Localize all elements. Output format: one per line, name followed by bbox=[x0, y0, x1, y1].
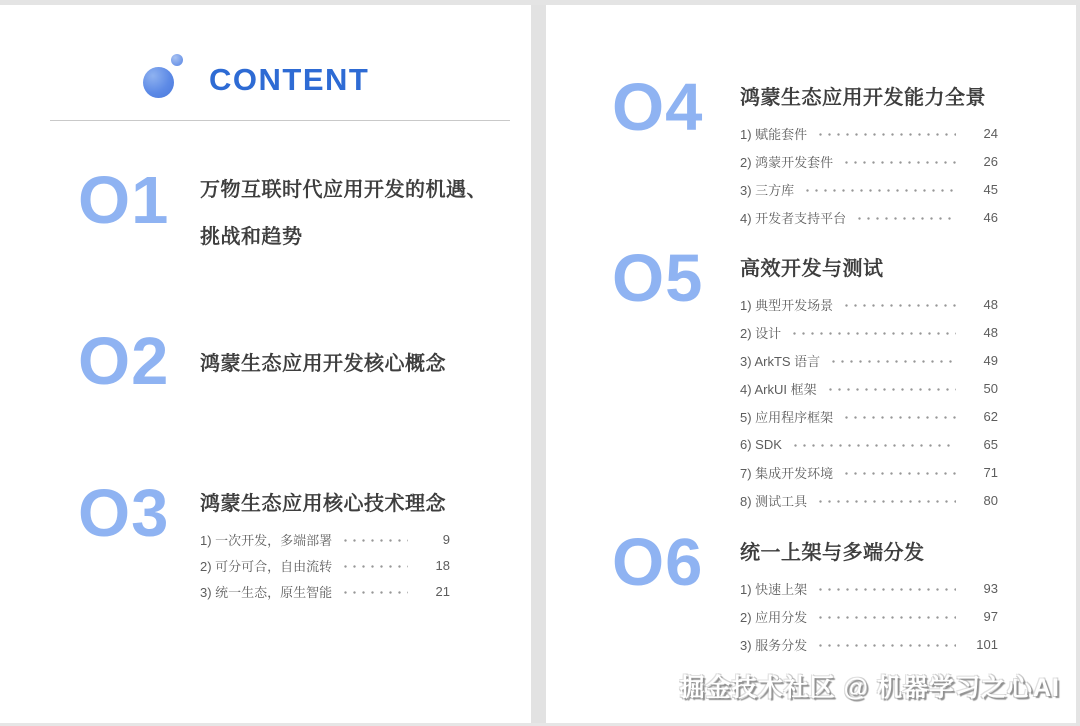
toc-entry-label: 4) 开发者支持平台 bbox=[740, 211, 847, 226]
dot-leader bbox=[816, 644, 956, 647]
dot-leader bbox=[341, 539, 408, 542]
toc-entry bbox=[740, 581, 998, 596]
section-title: 高效开发与测试 bbox=[740, 258, 884, 280]
dot-leader bbox=[855, 217, 956, 220]
toc-entry-label: 7) 集成开发环境 bbox=[740, 466, 834, 481]
toc-entry-page: 18 bbox=[435, 558, 450, 573]
toc-entry-label: 1) 快速上架 bbox=[740, 582, 808, 597]
dot-leader bbox=[816, 588, 956, 591]
section-items bbox=[740, 581, 998, 652]
toc-entry-label: 3) 服务分发 bbox=[740, 638, 808, 653]
section-items bbox=[740, 126, 998, 225]
dot-leader bbox=[842, 472, 956, 475]
toc-entry-label: 3) ArkTS 语言 bbox=[740, 354, 821, 369]
toc-entry-label: 2) 可分可合，自由流转 bbox=[200, 559, 333, 574]
section-number: O2 bbox=[78, 324, 170, 399]
content-header bbox=[0, 50, 531, 125]
toc-entry-page: 97 bbox=[983, 609, 998, 624]
blue-dot-icon bbox=[171, 54, 183, 66]
section-o6 bbox=[612, 527, 998, 665]
dot-leader bbox=[842, 304, 956, 307]
toc-entry bbox=[740, 297, 998, 312]
page-right bbox=[546, 0, 1076, 726]
toc-entry bbox=[740, 210, 998, 225]
toc-entry-label: 3) 三方库 bbox=[740, 183, 795, 198]
toc-entry bbox=[200, 558, 450, 573]
section-number: O4 bbox=[612, 70, 704, 145]
dot-leader bbox=[816, 616, 956, 619]
toc-entry-page: 50 bbox=[983, 381, 998, 396]
section-o2 bbox=[78, 326, 446, 398]
toc-entry-label: 5) 应用程序框架 bbox=[740, 410, 834, 425]
toc-entry-page: 21 bbox=[435, 584, 450, 599]
toc-entry-page: 45 bbox=[983, 182, 998, 197]
toc-entry-label: 2) 鸿蒙开发套件 bbox=[740, 155, 834, 170]
toc-entry-page: 26 bbox=[983, 154, 998, 169]
section-o4 bbox=[612, 72, 998, 238]
right-border bbox=[1076, 0, 1080, 726]
toc-entry-page: 71 bbox=[983, 465, 998, 480]
toc-entry-page: 62 bbox=[983, 409, 998, 424]
toc-entry-label: 3) 统一生态，原生智能 bbox=[200, 585, 333, 600]
toc-entry bbox=[740, 637, 998, 652]
toc-entry-page: 65 bbox=[983, 437, 998, 452]
page-left bbox=[0, 0, 531, 726]
dot-leader bbox=[803, 189, 956, 192]
section-title: 鸿蒙生态应用开发能力全景 bbox=[740, 87, 986, 109]
section-number: O3 bbox=[78, 476, 170, 551]
section-number: O1 bbox=[78, 163, 170, 238]
toc-entry bbox=[740, 126, 998, 141]
toc-entry-page: 80 bbox=[983, 493, 998, 508]
section-o1 bbox=[78, 165, 487, 249]
toc-entry-label: 1) 一次开发，多端部署 bbox=[200, 533, 333, 548]
toc-entry bbox=[740, 381, 998, 396]
toc-entry-page: 46 bbox=[983, 210, 998, 225]
toc-entry bbox=[740, 437, 998, 452]
blue-sphere-logo-icon bbox=[143, 67, 174, 98]
toc-entry-label: 4) ArkUI 框架 bbox=[740, 382, 817, 397]
toc-entry bbox=[740, 493, 998, 508]
section-title-line2: 挑战和趋势 bbox=[200, 226, 303, 248]
page-gutter-divider bbox=[531, 0, 546, 726]
section-items bbox=[200, 532, 450, 599]
dot-leader bbox=[826, 388, 956, 391]
toc-entry bbox=[740, 609, 998, 624]
section-number: O6 bbox=[612, 525, 704, 600]
dot-leader bbox=[791, 444, 956, 447]
toc-entry bbox=[740, 353, 998, 368]
toc-entry bbox=[200, 584, 450, 599]
section-title: 鸿蒙生态应用核心技术理念 bbox=[200, 493, 446, 515]
section-number: O5 bbox=[612, 241, 704, 316]
toc-entry-label: 6) SDK bbox=[740, 437, 782, 452]
dot-leader bbox=[829, 360, 956, 363]
toc-entry bbox=[200, 532, 450, 547]
section-title: 统一上架与多端分发 bbox=[740, 542, 925, 564]
section-o3 bbox=[78, 478, 450, 610]
section-title: 万物互联时代应用开发的机遇、 bbox=[200, 179, 487, 201]
header-divider bbox=[50, 120, 510, 121]
dot-leader bbox=[816, 133, 956, 136]
dot-leader bbox=[341, 591, 408, 594]
toc-entry-page: 48 bbox=[983, 325, 998, 340]
dot-leader bbox=[842, 161, 956, 164]
section-title: 鸿蒙生态应用开发核心概念 bbox=[200, 353, 446, 375]
toc-entry-page: 24 bbox=[983, 126, 998, 141]
toc-entry-page: 9 bbox=[442, 532, 450, 547]
toc-entry-label: 2) 应用分发 bbox=[740, 610, 808, 625]
toc-entry-page: 48 bbox=[983, 297, 998, 312]
toc-entry-label: 1) 典型开发场景 bbox=[740, 298, 834, 313]
top-border bbox=[0, 0, 1080, 5]
dot-leader bbox=[816, 500, 956, 503]
toc-entry-label: 2) 设计 bbox=[740, 326, 782, 341]
toc-entry-page: 93 bbox=[983, 581, 998, 596]
toc-entry bbox=[740, 325, 998, 340]
toc-entry-label: 8) 测试工具 bbox=[740, 494, 808, 509]
dot-leader bbox=[790, 332, 956, 335]
toc-entry bbox=[740, 409, 998, 424]
toc-entry bbox=[740, 465, 998, 480]
content-title: CONTENT bbox=[209, 62, 370, 97]
watermark-text: 掘金技术社区 @ 机器学习之心AI bbox=[679, 674, 1060, 702]
dot-leader bbox=[842, 416, 956, 419]
toc-entry bbox=[740, 182, 998, 197]
toc-entry-page: 101 bbox=[976, 637, 998, 652]
toc-entry-label: 1) 赋能套件 bbox=[740, 127, 808, 142]
toc-entry-page: 49 bbox=[983, 353, 998, 368]
toc-entry bbox=[740, 154, 998, 169]
section-items bbox=[740, 297, 998, 508]
section-o5 bbox=[612, 243, 998, 521]
dot-leader bbox=[341, 565, 408, 568]
